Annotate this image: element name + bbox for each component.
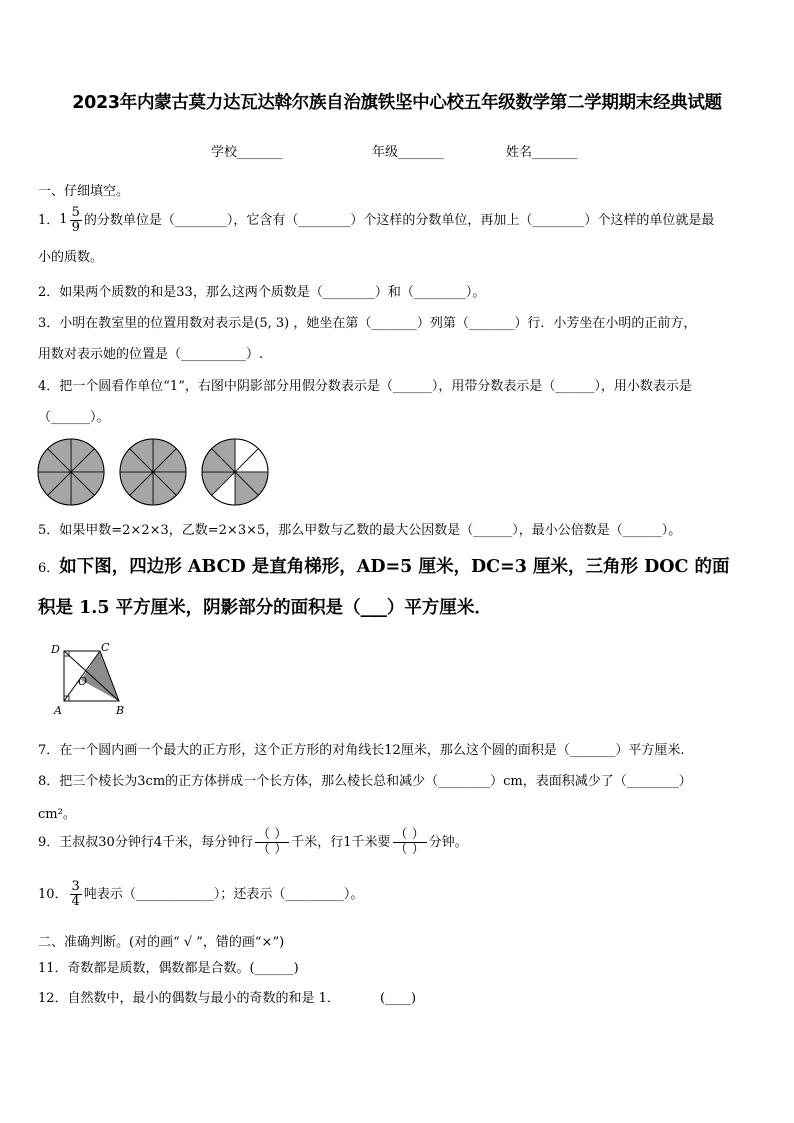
question-5: 5．如果甲数=2×2×3，乙数=2×3×5，那么甲数与乙数的最大公因数是（______），最小公倍数是（______）。: [38, 523, 682, 538]
circle-2: [120, 439, 186, 505]
section-2-heading: 二、准确判断。(对的画“ √ ”，错的画“×”): [38, 935, 285, 950]
question-8-line1: 8．把三个棱长为3cm的正方体拼成一个长方体，那么棱长总和减少（________）cm，表面积减少了（________）: [38, 774, 692, 789]
q9-frac1-den: （ ）: [257, 842, 288, 857]
q9-fraction-1: [255, 828, 289, 857]
grade-field: 年级_______: [372, 145, 444, 160]
circle-3: [202, 439, 268, 505]
q1-whole: 1: [59, 212, 68, 227]
label-b: B: [116, 704, 125, 717]
q10-number: 10．: [38, 887, 68, 902]
label-o: O: [78, 675, 88, 688]
q10-frac-den: 4: [71, 894, 80, 909]
question-4-line1: 4．把一个圆看作单位“1”，右图中阴影部分用假分数表示是（______），用带分数表示是（______），用小数表示是: [38, 379, 692, 394]
question-12: [38, 987, 416, 1006]
q12-blank: (____): [379, 991, 417, 1006]
q1-frac-num: 5: [71, 204, 80, 220]
q1-number: 1．: [38, 212, 60, 228]
question-6-line1: [38, 553, 730, 578]
question-3-line2: 用数对表示她的位置是（__________）.: [38, 347, 264, 362]
q10-fraction: [70, 880, 82, 909]
q9-text-a: 9．王叔叔30分钟行4千米，每分钟行: [38, 835, 254, 850]
question-4-line2: （______）。: [38, 410, 110, 425]
question-9: [38, 828, 468, 858]
q1-fraction: [70, 206, 82, 235]
section-1-heading: 一、仔细填空。: [38, 184, 130, 199]
q9-frac1-num: （ ）: [257, 827, 288, 842]
trapezoid-figure: [44, 640, 134, 720]
q9-frac2-den: （ ）: [394, 842, 425, 857]
q9-text-c: 分钟。: [428, 835, 468, 850]
question-6-line2: 积是 1.5 平方厘米，阴影部分的面积是（___）平方厘米．: [38, 598, 492, 618]
q12-text: 12．自然数中，最小的偶数与最小的奇数的和是 1．: [38, 991, 340, 1006]
shaded-circles-figure: [36, 437, 272, 507]
q1-mixed-number: [59, 205, 84, 236]
label-c: C: [101, 641, 110, 654]
q9-frac2-num: （ ）: [394, 827, 425, 842]
name-field: 姓名_______: [506, 145, 578, 160]
question-7: 7．在一个圆内画一个最大的正方形，这个正方形的对角线长12厘米，那么这个圆的面积是（_______）平方厘米.: [38, 743, 685, 758]
q9-text-b: 千米，行1千米要: [291, 835, 391, 850]
q10-text: 吨表示（____________）；还表示（_________）。: [83, 887, 364, 902]
question-3-line1: 3．小明在教室里的位置用数对表示是(5, 3) ，她坐在第（_______）列第（_______）行．小芳坐在小明的正前方，: [38, 316, 697, 331]
label-d: D: [51, 643, 60, 656]
q1-text: 的分数单位是（________），它含有（________）个这样的分数单位，再加上（________）个这样的单位就是最: [83, 212, 715, 228]
question-8-line2: cm²。: [38, 807, 76, 822]
label-a: A: [54, 704, 62, 717]
question-1-cont: 小的质数。: [38, 250, 104, 265]
school-field: 学校_______: [211, 145, 283, 160]
question-2: 2．如果两个质数的和是33，那么这两个质数是（________）和（________）。: [38, 285, 486, 300]
question-11: 11．奇数都是质数，偶数都是合数。(______): [38, 961, 299, 976]
question-10: [38, 880, 363, 910]
circle-1: [38, 439, 104, 505]
q10-frac-num: 3: [71, 879, 80, 894]
q1-frac-den: 9: [71, 219, 80, 235]
diagonal-db: [64, 651, 119, 701]
page-title: 2023年内蒙古莫力达瓦达斡尔族自治旗铁坚中心校五年级数学第二学期期末经典试题: [72, 93, 722, 113]
question-1: [38, 205, 714, 236]
q6-number: 6．: [38, 561, 60, 576]
q9-fraction-2: [393, 828, 427, 857]
q6-text: 如下图，四边形 ABCD 是直角梯形，AD=5 厘米，DC=3 厘米，三角形 DOC 的面: [59, 557, 730, 577]
